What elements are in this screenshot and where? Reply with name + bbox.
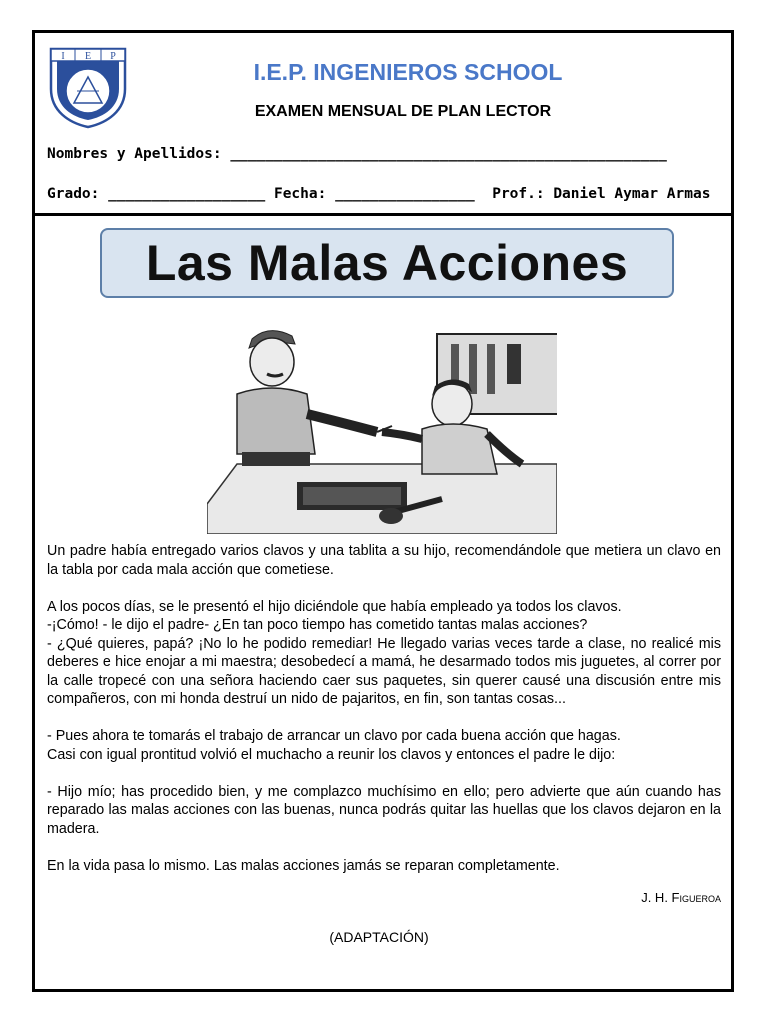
story-paragraph: - ¿Qué quieres, papá? ¡No lo he podido remediar! He llegado varias veces tarde a clase, no realicé mis deberes e hice enojar a mi maestra; desobedecí a mamá, he desarmado todos mis juguetes, al correr por la calle tropecé con una señora haciendo caer sus paquetes, sin querer causé una discusión entre mis compañeros, con mi honda destruí un nido de pajaritos, en fin, son tantas cosas... (47, 635, 721, 707)
story-paragraph: - Pues ahora te tomarás el trabajo de arrancar un clavo por cada buena acción que hagas. (47, 728, 621, 744)
paragraph-gap (47, 579, 721, 598)
story-paragraph: Un padre había entregado varios clavos y una tablita a su hijo, recomendándole que metiera un clavo en la tabla por cada mala acción que cometiese. (47, 543, 721, 578)
story-paragraph: - Hijo mío; has procedido bien, y me complazco muchísimo en ello; pero advierte que aún cuando has reparado las malas acciones con las buenas, nunca podrás quitar las huellas que los clavos dejaron en la madera. (47, 783, 721, 837)
story-paragraph: -¡Cómo! - le dijo el padre- ¿En tan poco tiempo has cometido tantas malas acciones? (47, 617, 588, 633)
paragraph-gap (47, 838, 721, 857)
story-paragraph: A los pocos días, se le presentó el hijo diciéndole que había empleado ya todos los clavos. (47, 598, 622, 615)
name-field[interactable]: Nombres y Apellidos: __________________________________________________ (47, 146, 667, 162)
paragraph-gap (47, 709, 721, 728)
adaptation-note: (ADAPTACIÓN) (329, 928, 429, 945)
grade-date-professor-line[interactable]: Grado: __________________ Fecha: ________________ Prof.: Daniel Aymar Armas (47, 186, 711, 202)
story-paragraph: Casi con igual prontitud volvió el muchacho a reunir los clavos y entonces el padre le dijo: (47, 746, 616, 763)
svg-text:I: I (61, 51, 65, 62)
author-credit (47, 889, 721, 908)
story-text (47, 542, 721, 946)
exam-title: EXAMEN MENSUAL DE PLAN LECTOR (254, 103, 552, 120)
father-son-illustration (207, 304, 557, 534)
author-name: J. H. Figueroa (641, 890, 721, 905)
exam-header (35, 33, 731, 216)
paragraph-gap (47, 764, 721, 783)
story-title: Las Malas Acciones (100, 228, 674, 298)
school-name: I.E.P. INGENIEROS SCHOOL (253, 59, 563, 85)
story-paragraph: En la vida pasa lo mismo. Las malas acciones jamás se reparan completamente. (47, 857, 560, 874)
svg-text:P: P (110, 51, 116, 62)
svg-text:E: E (84, 51, 92, 62)
exam-sheet (32, 30, 734, 992)
